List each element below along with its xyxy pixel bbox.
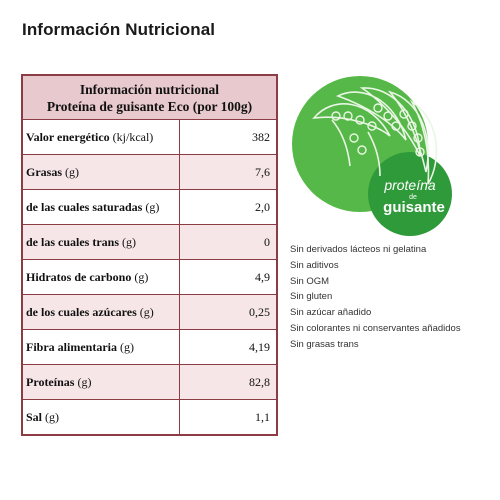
- nutrient-value: 82,8: [249, 374, 270, 389]
- nutrient-label: [23, 365, 180, 399]
- nutrient-name: de los cuales azúcares: [26, 304, 137, 319]
- nutrient-value: 0: [264, 234, 270, 249]
- nutrient-name: Proteínas: [26, 374, 75, 389]
- nutrient-label: [23, 155, 180, 189]
- nutrient-unit: (g): [77, 374, 92, 389]
- table-row: [23, 120, 276, 155]
- feature-item: Sin aditivos: [290, 259, 339, 271]
- table-row: [23, 295, 276, 330]
- feature-item: Sin derivados lácteos ni gelatina: [290, 244, 427, 255]
- table-header-title: Información nutricional: [79, 82, 220, 97]
- nutrient-unit: (g): [139, 304, 154, 319]
- nutrient-label: [23, 190, 180, 224]
- nutrient-label: [23, 295, 180, 329]
- nutrient-unit: (kj/kcal): [112, 129, 154, 144]
- nutrient-unit: (g): [134, 269, 149, 284]
- pea-protein-logo: [292, 76, 500, 236]
- nutrient-unit: (g): [145, 199, 160, 214]
- nutrient-name: Grasas: [26, 164, 62, 179]
- nutrient-value: 1,1: [255, 409, 270, 424]
- nutrient-name: Hidratos de carbono: [26, 269, 132, 284]
- table-row: [23, 155, 276, 190]
- nutrient-value: 2,0: [255, 199, 270, 214]
- logo-text-guisante: guisante: [383, 199, 445, 216]
- table-row: [23, 400, 276, 434]
- nutrient-label: [23, 120, 180, 154]
- table-row: [23, 330, 276, 365]
- features-list: [290, 242, 461, 353]
- nutrient-name: de las cuales saturadas: [26, 199, 143, 214]
- nutrient-unit: (g): [122, 234, 136, 249]
- table-header-subtitle: Proteína de guisante Eco (por 100g): [46, 99, 253, 114]
- nutrient-name: de las cuales trans: [26, 234, 119, 249]
- nutrient-name: Valor energético: [26, 129, 110, 144]
- table-row: [23, 260, 276, 295]
- nutrient-value: 4,19: [249, 339, 270, 354]
- logo-text-de: de: [409, 194, 417, 201]
- feature-item: Sin azúcar añadido: [290, 307, 372, 319]
- nutrient-name: Fibra alimentaria: [26, 339, 117, 354]
- nutrient-unit: (g): [45, 409, 60, 424]
- nutrient-value: 7,6: [255, 164, 270, 179]
- nutrient-value: 0,25: [249, 304, 270, 319]
- nutrient-label: [23, 225, 180, 259]
- table-row: [23, 190, 276, 225]
- table-row: [23, 225, 276, 260]
- feature-item: Sin colorantes ni conservantes añadidos: [290, 322, 461, 334]
- nutrient-label: [23, 400, 180, 434]
- nutrient-label: [23, 260, 180, 294]
- page-title: Información Nutricional: [22, 20, 216, 39]
- table-row: [23, 365, 276, 400]
- nutrient-name: Sal: [26, 409, 43, 424]
- nutrient-value: 382: [252, 129, 270, 144]
- nutrient-unit: (g): [119, 339, 134, 354]
- nutrient-label: [23, 330, 180, 364]
- table-header: [23, 76, 276, 120]
- logo-text-proteina: proteína: [384, 177, 436, 193]
- nutrient-value: 4,9: [255, 269, 270, 284]
- nutrition-table: [21, 74, 278, 436]
- feature-item: Sin grasas trans: [290, 338, 359, 350]
- feature-item: Sin OGM: [290, 275, 330, 287]
- nutrient-unit: (g): [65, 164, 79, 179]
- feature-item: Sin gluten: [290, 291, 333, 303]
